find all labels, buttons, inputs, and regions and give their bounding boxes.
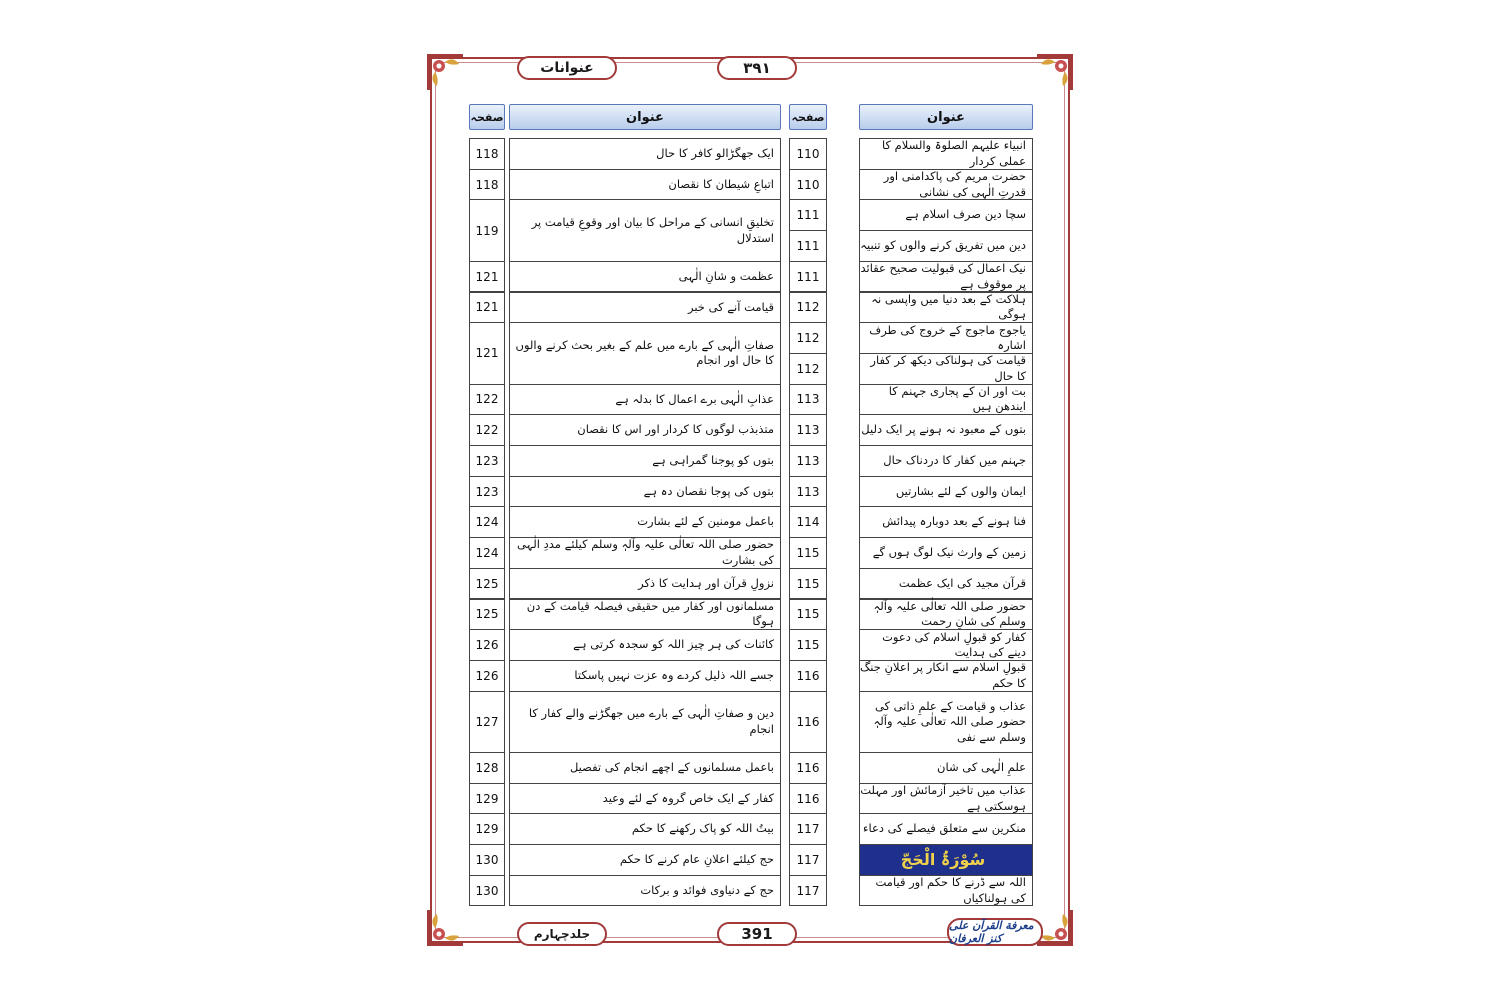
right-row-page: 117	[789, 875, 827, 907]
left-row-page: 118	[469, 169, 505, 201]
right-row-title	[859, 875, 1033, 907]
right-row-title-text: عذاب میں تاخیر آزمائش اور مہلت ہوسکتی ہے	[860, 783, 1026, 813]
left-row-title	[509, 813, 781, 845]
right-row-title-text: بتوں کے معبود نہ ہونے پر ایک دلیل	[861, 422, 1026, 437]
left-row-page: 128	[469, 752, 505, 784]
header-page-number: ۳۹۱	[717, 56, 797, 80]
right-row-page: 111	[789, 261, 827, 293]
right-row-page: 113	[789, 414, 827, 446]
right-row-title	[859, 629, 1033, 661]
right-row-page: 113	[789, 476, 827, 508]
right-row-page: 117	[789, 813, 827, 845]
left-row-title	[509, 169, 781, 201]
right-row-title	[859, 537, 1033, 569]
right-row-title	[859, 322, 1033, 354]
left-row-title-text: دین و صفاتِ الٰہی کے بارے میں جھگڑنے والے کفار کا انجام	[528, 706, 774, 736]
left-row-title-text: مسلمانوں اور کفار میں حقیقی فیصلہ قیامت کے دن ہوگا	[526, 598, 774, 629]
left-row-page: 126	[469, 660, 505, 692]
left-row-title-text: صفاتِ الٰہی کے بارے میں علم کے بغیر بحث کرنے والوں کا حال اور انجام	[515, 337, 774, 368]
right-row-page: 115	[789, 629, 827, 661]
right-row-title-text: حضرت مریم کی پاکدامنی اور قدرتِ الٰہی کی نشانی	[883, 169, 1026, 199]
left-row-page: 126	[469, 629, 505, 661]
right-row-title	[859, 660, 1033, 692]
right-row-title-text: زمین کے وارث نیک لوگ ہوں گے	[872, 545, 1026, 560]
right-row-title-text: نیک اعمال کی قبولیت صحیح عقائد پر موقوف ہے	[860, 261, 1026, 291]
left-row-title	[509, 138, 781, 170]
right-page-header: صفحہ	[789, 104, 827, 130]
right-row-page: 112	[789, 292, 827, 324]
left-row-page: 129	[469, 813, 505, 845]
right-row-title	[859, 844, 1033, 876]
right-row-page: 114	[789, 506, 827, 538]
right-row-title-text: ہلاکت کے بعد دنیا میں واپسی نہ ہوگی	[871, 291, 1026, 322]
right-row-title	[859, 414, 1033, 446]
right-row-title-text: سُوْرَۃُ الْحَجّ	[900, 850, 986, 870]
right-row-page: 112	[789, 322, 827, 354]
right-row-title-text: سچا دین صرف اسلام ہے	[905, 207, 1026, 222]
right-row-title	[859, 292, 1033, 324]
corner-ornament-icon	[425, 908, 465, 948]
right-row-title-text: بت اور ان کے پجاری جہنم کا ایندھن ہیں	[888, 383, 1026, 414]
left-row-title-text: ایک جھگڑالو کافر کا حال	[656, 146, 774, 161]
left-row-title-text: حج کیلئے اعلانِ عام کرنے کا حکم	[619, 852, 774, 867]
corner-ornament-icon	[1035, 52, 1075, 92]
left-row-title-text: جسے اللہ ذلیل کردے وہ عزت نہیں پاسکتا	[574, 667, 774, 682]
right-row-title-text: منکرین سے متعلق فیصلے کی دعاء	[863, 821, 1026, 836]
left-row-title-text: کفار کے ایک خاص گروہ کے لئے وعید	[602, 790, 774, 805]
right-row-title	[859, 445, 1033, 477]
left-row-title-text: بتوں کو پوجنا گمراہی ہے	[652, 453, 774, 468]
left-row-title-text: حج کے دنیاوی فوائد و برکات	[640, 882, 774, 897]
right-row-page: 110	[789, 138, 827, 170]
right-row-title-text: دین میں تفریق کرنے والوں کو تنبیہ	[860, 238, 1026, 253]
left-row-title-text: عذابِ الٰہی برے اعمال کا بدلہ ہے	[615, 391, 774, 406]
right-row-page: 117	[789, 844, 827, 876]
right-row-page: 115	[789, 537, 827, 569]
right-row-title-text: قبولِ اسلام سے انکار پر اعلانِ جنگ کا حکم	[860, 660, 1026, 690]
left-row-title	[509, 568, 781, 600]
right-row-title	[859, 506, 1033, 538]
left-page-header: صفحہ	[469, 104, 505, 130]
left-row-page: 118	[469, 138, 505, 170]
left-row-title	[509, 844, 781, 876]
left-row-page: 123	[469, 476, 505, 508]
contents-table	[469, 104, 1033, 905]
left-row-page: 124	[469, 537, 505, 569]
right-row-title	[859, 384, 1033, 416]
left-row-title	[509, 599, 781, 631]
right-row-title-text: انبیاء علیہم الصلوۃ والسلام کا عملی کردار	[881, 138, 1026, 168]
left-row-title	[509, 537, 781, 569]
left-row-page: 122	[469, 414, 505, 446]
left-row-title	[509, 384, 781, 416]
right-row-title-text: حضور صلی اللہ تعالٰی علیہ وآلہٖ وسلم کی شانِ رحمت	[873, 598, 1026, 629]
left-row-title	[509, 322, 781, 384]
left-row-title	[509, 261, 781, 293]
right-row-page: 116	[789, 660, 827, 692]
document-page	[425, 52, 1075, 948]
left-row-title-text: متذبذب لوگوں کا کردار اور اس کا نقصان	[577, 422, 774, 437]
header-title: عنوانات	[517, 56, 617, 80]
right-row-title	[859, 353, 1033, 385]
left-row-page: 121	[469, 322, 505, 384]
right-row-title	[859, 261, 1033, 293]
right-row-title-text: جہنم میں کفار کا دردناک حال	[883, 453, 1026, 468]
right-row-page: 112	[789, 353, 827, 385]
right-row-title	[859, 476, 1033, 508]
left-row-title	[509, 506, 781, 538]
right-row-title	[859, 138, 1033, 170]
left-row-title	[509, 292, 781, 324]
right-row-title	[859, 169, 1033, 201]
left-row-page: 125	[469, 599, 505, 631]
left-row-title	[509, 199, 781, 261]
right-row-title-text: کفار کو قبولِ اسلام کی دعوت دینے کی ہدایت	[882, 629, 1026, 660]
footer-volume: جلدچہارم	[517, 922, 607, 946]
right-row-title	[859, 599, 1033, 631]
right-row-title-text: عذاب و قیامت کے علمِ ذاتی کی حضور صلی اللہ تعالٰی علیہ وآلہٖ وسلم سے نفی	[873, 698, 1026, 744]
left-row-page: 125	[469, 568, 505, 600]
right-row-page: 116	[789, 752, 827, 784]
left-row-title	[509, 660, 781, 692]
right-row-page: 113	[789, 384, 827, 416]
right-title-header: عنوان	[859, 104, 1033, 130]
left-row-page: 119	[469, 199, 505, 261]
right-row-title	[859, 752, 1033, 784]
right-row-title	[859, 783, 1033, 815]
right-row-title	[859, 230, 1033, 262]
left-row-title-text: باعمل مومنین کے لئے بشارت	[637, 514, 774, 529]
left-row-page: 130	[469, 844, 505, 876]
right-row-page: 116	[789, 691, 827, 753]
left-row-title	[509, 875, 781, 907]
left-row-title	[509, 476, 781, 508]
right-row-title-text: یاجوج ماجوج کے خروج کی طرف اشارہ	[869, 322, 1026, 353]
right-row-title-text: اللہ سے ڈرنے کا حکم اور قیامت کی ہولناکیاں	[875, 875, 1026, 905]
right-row-title-text: فنا ہونے کے بعد دوبارہ پیدائش	[882, 514, 1026, 529]
left-row-title-text: بتوں کی پوجا نقصان دہ ہے	[643, 483, 774, 498]
left-row-title-text: نزولِ قرآن اور ہدایت کا ذکر	[638, 575, 774, 590]
right-row-page: 111	[789, 199, 827, 231]
left-row-title-text: اتباعِ شیطان کا نقصان	[668, 176, 774, 191]
left-row-page: 121	[469, 261, 505, 293]
left-row-page: 123	[469, 445, 505, 477]
left-row-title-text: کائنات کی ہر چیز اللہ کو سجدہ کرتی ہے	[573, 637, 774, 652]
left-row-page: 129	[469, 783, 505, 815]
left-row-title-text: قیامت آنے کی خبر	[687, 299, 774, 314]
footer-book-title: معرفة القرآن على كنز العرفان	[947, 918, 1043, 946]
right-row-page: 115	[789, 599, 827, 631]
left-row-title	[509, 629, 781, 661]
left-row-title	[509, 414, 781, 446]
right-row-page: 116	[789, 783, 827, 815]
footer-page-number: 391	[717, 922, 797, 946]
left-row-title	[509, 783, 781, 815]
left-row-page: 121	[469, 292, 505, 324]
left-row-title-text: حضور صلی اللہ تعالٰی علیہ وآلہٖ وسلم کیلئے مددِ الٰہی کی بشارت	[516, 537, 774, 567]
left-row-page: 127	[469, 691, 505, 753]
right-row-page: 115	[789, 568, 827, 600]
left-row-title-text: بیتُ اللہ کو پاک رکھنے کا حکم	[631, 821, 774, 836]
right-row-title	[859, 568, 1033, 600]
right-row-title-text: ایمان والوں کے لئے بشارتیں	[895, 483, 1026, 498]
left-row-title-text: عظمت و شانِ الٰہی	[678, 268, 774, 283]
left-row-title-text: باعمل مسلمانوں کے اچھے انجام کی تفصیل	[569, 760, 774, 775]
right-row-title	[859, 199, 1033, 231]
left-row-title	[509, 691, 781, 753]
left-row-page: 130	[469, 875, 505, 907]
right-row-page: 111	[789, 230, 827, 262]
right-row-title-text: علمِ الٰہی کی شان	[937, 760, 1026, 775]
left-title-header: عنوان	[509, 104, 781, 130]
left-row-title	[509, 445, 781, 477]
right-row-title	[859, 813, 1033, 845]
right-row-page: 113	[789, 445, 827, 477]
left-row-title-text: تخلیقِ انسانی کے مراحل کا بیان اور وقوعِ قیامت پر استدلال	[531, 215, 774, 245]
right-row-title-text: قیامت کی ہولناکی دیکھ کر کفار کا حال	[870, 353, 1026, 383]
left-row-title	[509, 752, 781, 784]
right-row-page: 110	[789, 169, 827, 201]
corner-ornament-icon	[425, 52, 465, 92]
right-row-title	[859, 691, 1033, 753]
right-row-title-text: قرآن مجید کی ایک عظمت	[898, 575, 1026, 590]
left-row-page: 124	[469, 506, 505, 538]
left-row-page: 122	[469, 384, 505, 416]
